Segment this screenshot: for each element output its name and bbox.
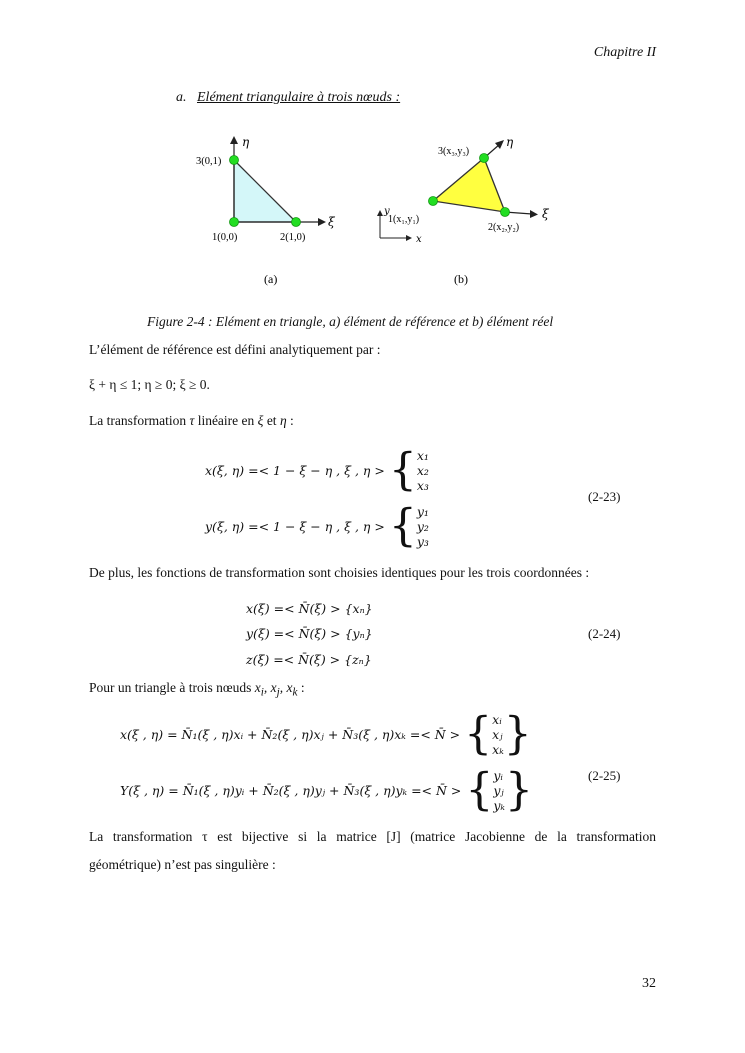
vector-entry: x₂ [416, 463, 429, 478]
section-heading [176, 90, 400, 106]
figure-a [190, 130, 350, 290]
left-brace-icon: { [465, 764, 494, 816]
paragraph-identical-functions: De plus, les fonctions de transformation sont choisies identiques pour les trois coordonnées : [89, 565, 590, 580]
p5-xj-sub: j [276, 686, 280, 699]
figure-b-caption: (b) [454, 272, 468, 286]
paragraph-definition: L’élément de référence est défini analytiquement par : [89, 342, 381, 357]
eq23-y-vector [417, 504, 429, 549]
node-2-label: 2(x₂,y₂) [488, 222, 520, 233]
axis-eta-label: η [506, 135, 514, 149]
y-arrow-icon [377, 210, 383, 216]
vector-entry: yᵢ [493, 768, 503, 783]
node-1 [230, 218, 239, 227]
node-1-label: 1(0,0) [212, 232, 238, 243]
figure-b [372, 130, 572, 290]
section-label: a. [176, 90, 187, 105]
equation-number-2-25: (2-25) [588, 768, 621, 783]
equation-2-24-y: y(ξ) =< N̄(ξ) > {yₙ} [246, 626, 373, 641]
eq25-y-vector [493, 768, 505, 813]
node-2-label: 2(1,0) [280, 232, 306, 243]
eq25-x-vector [492, 712, 504, 757]
p3-tau: τ [189, 413, 195, 428]
paragraph-three-nodes [89, 680, 305, 699]
axis-eta-label: η [242, 135, 250, 149]
p3-text-c: et [263, 413, 280, 428]
chapter-header: Chapitre II [593, 45, 656, 60]
node-2 [292, 218, 301, 227]
x-arrow-icon [406, 235, 412, 241]
right-brace-icon: } [503, 708, 532, 760]
node-3 [480, 154, 489, 163]
equation-number-2-23: (2-23) [588, 489, 621, 504]
eq25-x-lhs: x(ξ , η) = N̄₁(ξ , η)xᵢ + N̄₂(ξ , η)xⱼ + N̄₃(ξ , η)xₖ =< N̄ > [120, 727, 461, 742]
p3-xi: ξ [257, 413, 264, 428]
vector-entry: x₃ [416, 478, 429, 493]
node-1-label: 1(x₁,y₁) [388, 214, 420, 225]
paragraph-bijective-line2: géométrique) n’est pas singulière : [89, 857, 276, 872]
axis-y-label: y [384, 206, 390, 217]
node-2 [501, 208, 510, 217]
axis-x-label: x [416, 234, 422, 245]
node-3-label: 3(0,1) [196, 156, 222, 167]
equation-number-2-24: (2-24) [588, 626, 621, 641]
page-number: 32 [642, 976, 656, 991]
equation-2-25-y [120, 764, 533, 816]
reference-triangle [234, 160, 296, 222]
vector-entry: y₃ [416, 534, 429, 549]
eq23-x-lhs: x(ξ, η) =< 1 − ξ − η , ξ , η > [205, 463, 385, 478]
p3-text-d: : [286, 413, 294, 428]
p5-text-e: : [297, 680, 305, 695]
p5-xj: , x [263, 680, 277, 695]
vector-entry: yₖ [493, 798, 505, 813]
node-1 [429, 197, 438, 206]
p5-xi-sub: i [260, 686, 264, 699]
left-brace-icon: { [388, 444, 417, 496]
p5-xi: x [254, 680, 261, 695]
right-brace-icon: } [505, 764, 533, 816]
vector-entry: y₁ [416, 504, 429, 519]
equation-2-25-x [120, 708, 532, 760]
equation-2-23-y [205, 500, 429, 552]
equation-2-23-x [205, 444, 429, 496]
p5-xk-sub: k [292, 686, 298, 699]
left-brace-icon: { [464, 708, 493, 760]
vector-entry: y₂ [416, 519, 429, 534]
vector-entry: xⱼ [492, 727, 503, 742]
p5-xk: , x [279, 680, 293, 695]
reference-constraint: ξ + η ≤ 1; η ≥ 0; ξ ≥ 0. [89, 377, 210, 392]
vector-entry: xᵢ [492, 712, 502, 727]
vector-entry: xₖ [492, 742, 504, 757]
equation-2-24-x: x(ξ) =< N̄(ξ) > {xₙ} [246, 601, 373, 616]
real-triangle [433, 158, 505, 212]
node-3 [230, 156, 239, 165]
left-brace-icon: { [388, 500, 417, 552]
equation-2-24-z: z(ξ) =< N̄(ξ) > {zₙ} [246, 652, 372, 667]
axis-xi-label: ξ [542, 207, 549, 221]
eq25-y-lhs: Y(ξ , η) = N̄₁(ξ , η)yᵢ + N̄₂(ξ , η)yⱼ + N̄₃(ξ , η)yₖ =< N̄ > [120, 783, 462, 798]
eq23-x-vector [417, 448, 429, 493]
vector-entry: yⱼ [493, 783, 504, 798]
p5-text-a: Pour un triangle à trois nœuds [89, 680, 255, 695]
paragraph-bijective-line1: La transformation τ est bijective si la matrice [J] (matrice Jacobienne de la transformation [89, 829, 656, 844]
p3-text-a: La transformation [89, 413, 190, 428]
figure-caption: Figure 2-4 : Elément en triangle, a) élément de référence et b) élément réel [147, 314, 554, 329]
axis-xi-label: ξ [328, 215, 335, 229]
eq23-y-lhs: y(ξ, η) =< 1 − ξ − η , ξ , η > [205, 519, 385, 534]
xi-arrow-icon [318, 218, 326, 226]
section-title: Elément triangulaire à trois nœuds : [197, 90, 401, 105]
p3-text-b: linéaire en [194, 413, 258, 428]
paragraph-transformation [89, 413, 294, 429]
eta-arrow-icon [230, 136, 238, 144]
node-3-label: 3(x₃,y₃) [438, 146, 470, 157]
figure-a-caption: (a) [264, 272, 278, 286]
xi-arrow-icon-b [530, 210, 538, 218]
p3-eta: η [279, 413, 287, 428]
vector-entry: x₁ [416, 448, 429, 463]
